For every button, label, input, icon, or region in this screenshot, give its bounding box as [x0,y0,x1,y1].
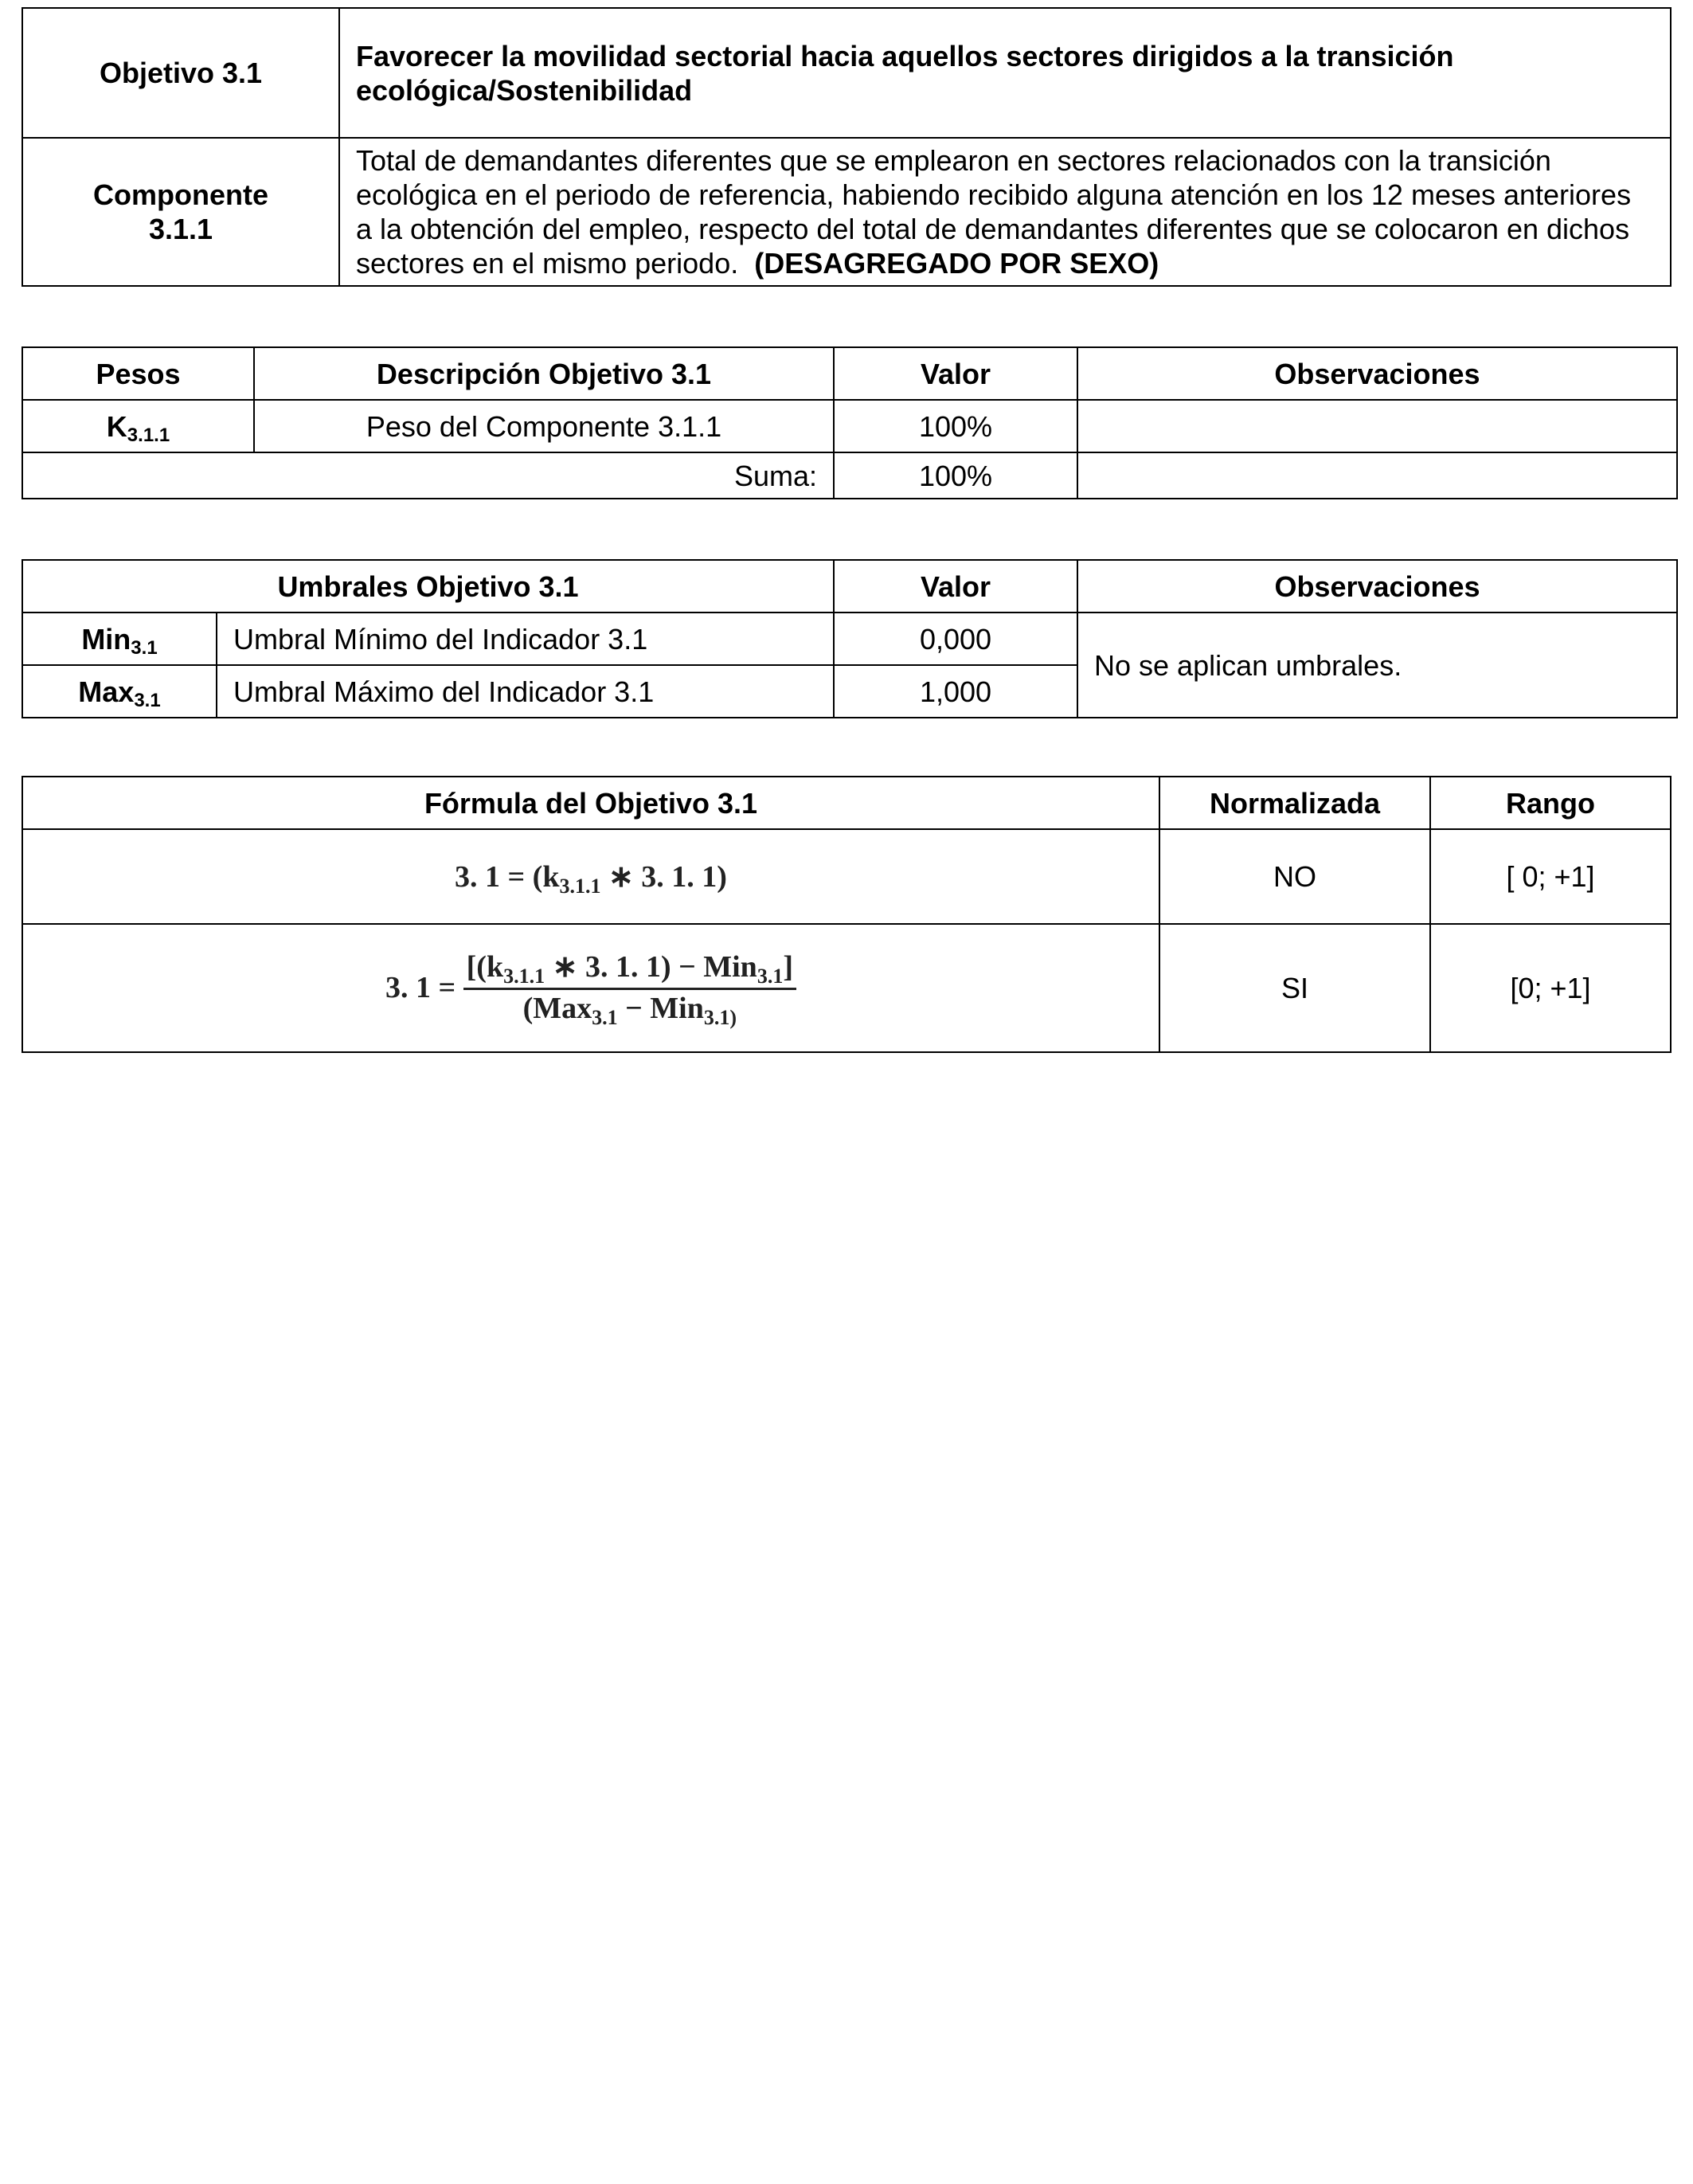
formula-1 [455,859,727,898]
min-descripcion: Umbral Mínimo del Indicador 3.1 [217,613,834,665]
header-rango: Rango [1430,777,1671,829]
componente-label-line2: 3.1.1 [148,213,213,245]
formula-header-row [22,777,1671,829]
formula-table [22,776,1671,1053]
componente-text-cell [339,138,1671,286]
suma-valor [834,452,1077,499]
formula-2-cell [22,924,1159,1052]
suma-observaciones [1077,452,1677,499]
header-valor: Valor [834,347,1077,400]
objetivo-row [22,8,1671,138]
formula-2-den-b: − Min [617,992,704,1025]
formula-2-den-a: (Max [522,992,592,1025]
formula-2-num-b: ∗ 3. 1. 1) − Min [545,950,757,984]
suma-label: Suma: [22,452,834,499]
peso-k-sub: 3.1.1 [127,424,170,446]
formula-1-cell [22,829,1159,924]
componente-row [22,138,1671,286]
peso-valor: 100% [834,400,1077,452]
max-valor: 1,000 [834,665,1077,718]
max-label [22,665,217,718]
min-row [22,613,1677,665]
header-umbrales: Umbrales Objetivo 3.1 [22,560,834,613]
peso-descripcion: Peso del Componente 3.1.1 [254,400,834,452]
formula-1-normalizada: NO [1159,829,1430,924]
componente-emphasis: (DESAGREGADO POR SEXO) [754,247,1159,280]
formula-2-num-k-sub: 3.1.1 [503,965,545,988]
formula-2-numerator [463,950,796,990]
peso-k-label [22,400,254,452]
componente-label-line1: Componente [93,178,268,211]
formula-1-rango: [ 0; +1] [1430,829,1671,924]
formula-1-lhs: 3. 1 = (k [455,859,560,894]
header-umbrales-valor: Valor [834,560,1077,613]
min-sub: 3.1 [131,636,158,659]
formula-2-lhs: 3. 1 = [385,971,456,1004]
formula-2-rango: [0; +1] [1430,924,1671,1052]
pesos-table [22,346,1678,499]
suma-row [22,452,1677,499]
min-main: Min [81,622,131,656]
formula-1-rest: ∗ 3. 1. 1) [600,859,727,894]
min-label [22,613,217,665]
formula-2-num-a: [(k [466,950,504,984]
peso-observaciones [1077,400,1677,452]
formula-1-k-sub: 3.1.1 [559,874,601,898]
formula-2-num-c: ] [783,950,793,984]
objetivo-label: Objetivo 3.1 [22,8,339,138]
formula-2-fraction [463,950,796,1029]
umbrales-table [22,559,1678,718]
formula-2-normalizada: SI [1159,924,1430,1052]
objetivo-text: Favorecer la movilidad sectorial hacia aquellos sectores dirigidos a la transición ecológica/Sostenibilidad [339,8,1671,138]
umbrales-observaciones: No se aplican umbrales. [1077,613,1677,718]
header-descripcion: Descripción Objetivo 3.1 [254,347,834,400]
formula-2-den-max-sub: 3.1 [592,1006,618,1029]
suma-valor-text: 100% [918,459,993,492]
header-observaciones: Observaciones [1077,347,1677,400]
objetivo-table [22,7,1671,287]
formula-2-den-min-sub: 3.1) [703,1006,737,1029]
min-valor: 0,000 [834,613,1077,665]
header-normalizada: Normalizada [1159,777,1430,829]
header-formula: Fórmula del Objetivo 3.1 [22,777,1159,829]
umbrales-header-row [22,560,1677,613]
pesos-header-row [22,347,1677,400]
formula-2-num-min-sub: 3.1 [757,965,784,988]
max-main: Max [78,675,135,708]
max-sub: 3.1 [134,689,161,711]
header-pesos: Pesos [22,347,254,400]
header-umbrales-observaciones: Observaciones [1077,560,1677,613]
formula-2-denominator [463,990,796,1029]
formula-2 [385,950,796,1029]
peso-row [22,400,1677,452]
formula-row-1 [22,829,1671,924]
formula-row-2 [22,924,1671,1052]
max-descripcion: Umbral Máximo del Indicador 3.1 [217,665,834,718]
componente-label [22,138,339,286]
componente-text: Total de demandantes diferentes que se emplearon en sectores relacionados con la transición ecológica en el periodo de referencia, habiendo recibido alguna atención en los 12 meses anteriores a la obtención del empleo, respecto del total de demandantes diferentes que se colocaron en dichos sectores en el mismo periodo. [356,144,1632,280]
peso-k-main: K [106,409,127,443]
